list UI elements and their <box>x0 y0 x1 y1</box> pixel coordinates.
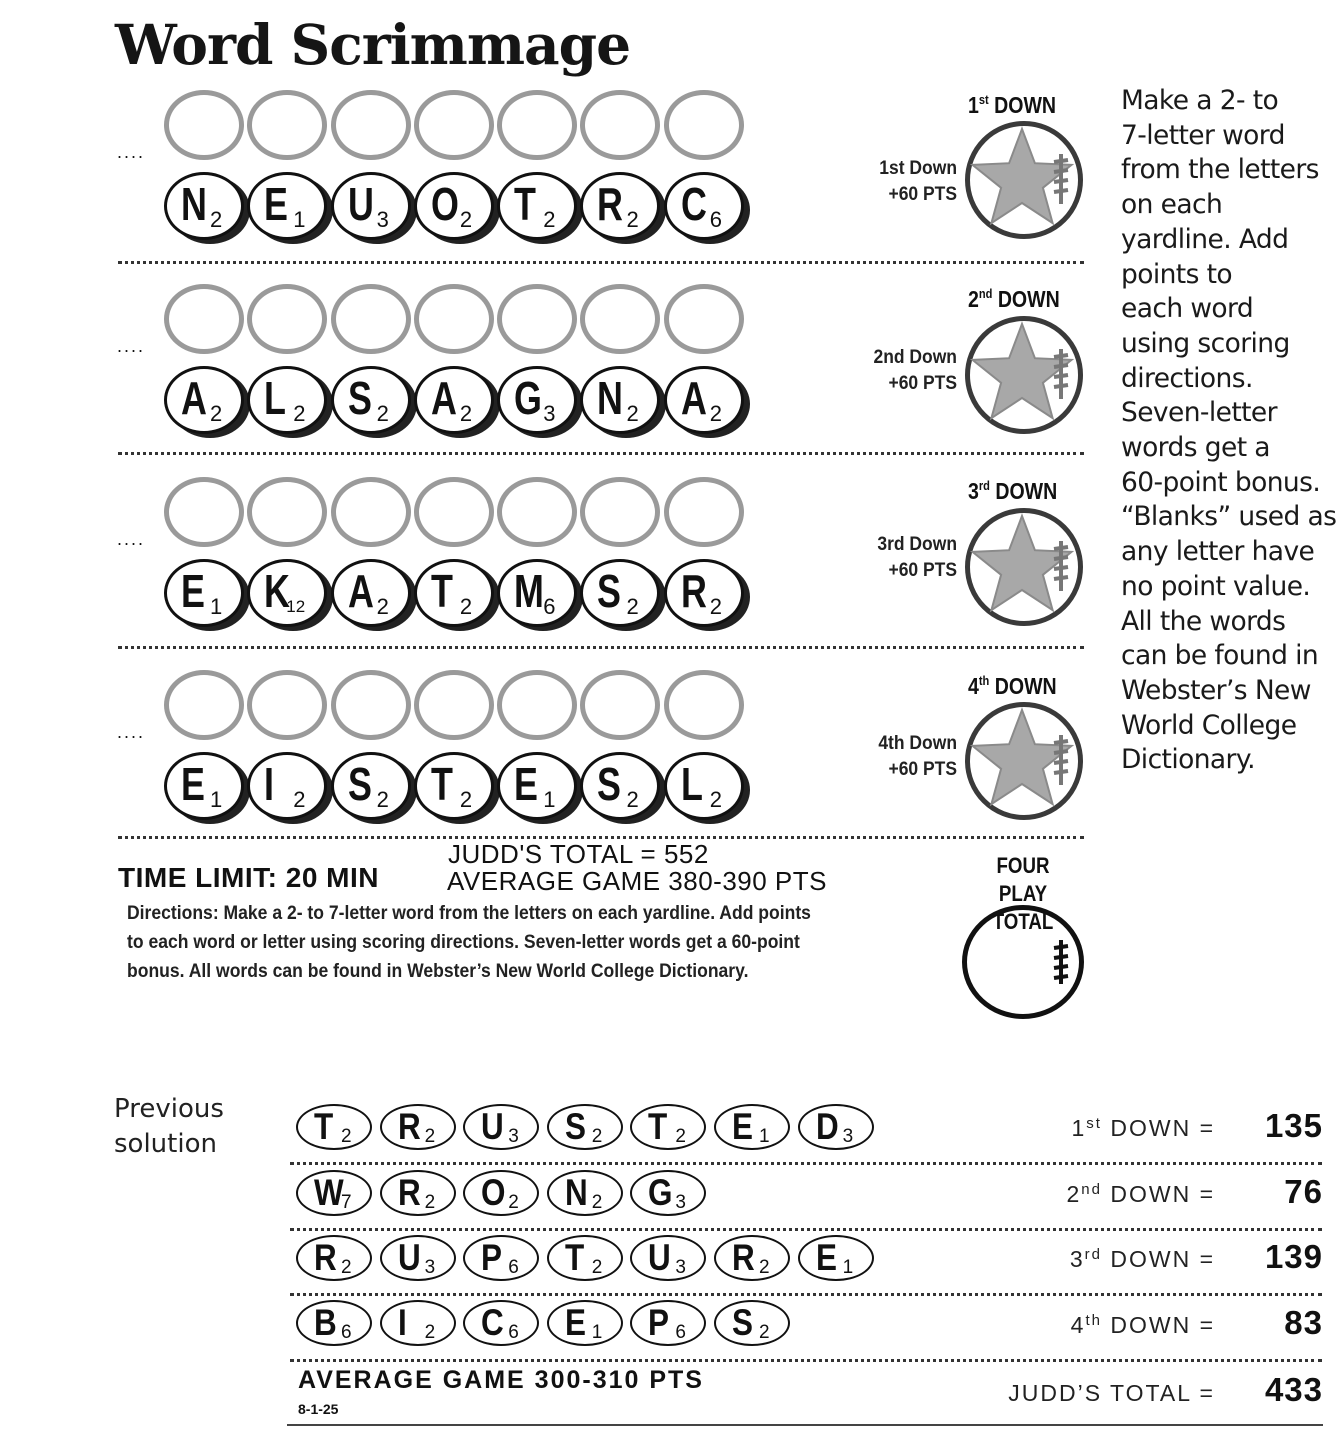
down-score-label: 4th Down +60 PTS <box>878 733 957 780</box>
tile-points: 2 <box>376 594 389 619</box>
solution-down-label: 4th DOWN = <box>1070 1312 1215 1338</box>
side-directions-line: using scoring <box>1121 327 1290 359</box>
tile-points: 2 <box>709 787 723 812</box>
answer-slot[interactable] <box>414 90 494 160</box>
down-score-label: 3rd Down +60 PTS <box>877 534 957 581</box>
tile-letter: R <box>397 1106 421 1147</box>
tile-letter: R <box>397 1172 421 1213</box>
tile-letter: R <box>314 1237 337 1278</box>
tile-letter: S <box>564 1106 586 1147</box>
yardline-divider <box>118 646 1084 649</box>
down-score-field[interactable] <box>965 702 1083 820</box>
tile-letter: P <box>481 1237 503 1278</box>
down-score-field[interactable] <box>965 316 1083 434</box>
letter-tile[interactable] <box>331 559 411 627</box>
letter-tile[interactable] <box>497 559 577 627</box>
side-directions-line: each word <box>1121 293 1254 325</box>
answer-slot[interactable] <box>580 670 660 740</box>
tile-letter: U <box>481 1106 504 1147</box>
solution-tile <box>630 1235 706 1281</box>
tile-letter: S <box>347 372 372 424</box>
letter-tile[interactable] <box>164 172 244 240</box>
letter-tiles <box>164 752 747 820</box>
tile-letter: U <box>397 1237 421 1278</box>
tile-points: 2 <box>626 207 639 232</box>
tile-letter: G <box>648 1172 673 1213</box>
solution-tile <box>463 1104 539 1150</box>
side-directions-line: World College <box>1121 709 1297 741</box>
tile-points: 7 <box>341 1192 352 1213</box>
answer-slots <box>164 90 747 160</box>
tile-points: 6 <box>508 1322 519 1343</box>
tile-letter: E <box>514 758 539 810</box>
side-directions-line: can be found in <box>1121 640 1319 672</box>
football-laces-icon <box>967 910 1079 1014</box>
answer-slot[interactable] <box>164 284 244 354</box>
solution-word <box>296 1170 714 1220</box>
answer-slot[interactable] <box>247 284 327 354</box>
letter-tile[interactable] <box>247 366 327 434</box>
letter-tile[interactable] <box>164 366 244 434</box>
tile-points: 2 <box>424 1126 436 1147</box>
tile-letter: T <box>314 1106 334 1147</box>
tile-points: 2 <box>591 1126 603 1147</box>
letter-tile[interactable] <box>164 559 244 627</box>
solution-tile <box>630 1104 706 1150</box>
letter-tile[interactable] <box>497 366 577 434</box>
down-score-field[interactable] <box>965 121 1083 239</box>
letter-tile[interactable] <box>664 752 744 820</box>
tile-letter: A <box>347 565 374 617</box>
tile-points: 1 <box>758 1126 770 1147</box>
letter-tile[interactable] <box>247 172 327 240</box>
side-directions-line: directions. <box>1121 362 1253 394</box>
letter-tile[interactable] <box>580 366 660 434</box>
side-directions-line: Seven-letter <box>1121 397 1277 429</box>
tile-letter: U <box>347 178 374 230</box>
tile-letter: D <box>815 1106 839 1147</box>
answer-slot[interactable] <box>664 477 744 547</box>
letter-tiles <box>164 172 747 240</box>
tile-points: 3 <box>424 1257 436 1278</box>
answer-slot[interactable] <box>164 90 244 160</box>
solution-word <box>296 1235 881 1285</box>
tile-points: 3 <box>842 1126 854 1147</box>
tile-points: 2 <box>709 401 723 426</box>
page-title: Word Scrimmage <box>115 12 631 77</box>
answer-slots <box>164 284 747 354</box>
solution-tile <box>798 1104 874 1150</box>
judd-total-top: JUDD'S TOTAL = 552 <box>448 839 709 869</box>
tile-points: 6 <box>543 594 556 619</box>
solution-tile <box>547 1170 623 1216</box>
tile-letter: I <box>397 1302 407 1343</box>
answer-slot[interactable] <box>331 90 411 160</box>
side-directions-line: 7-letter word <box>1121 119 1285 151</box>
tile-points: 2 <box>626 594 639 619</box>
solution-tile <box>296 1300 372 1346</box>
answer-slot[interactable] <box>331 477 411 547</box>
tile-points: 1 <box>591 1322 603 1343</box>
tile-letter: E <box>181 758 205 810</box>
answer-slot[interactable] <box>331 670 411 740</box>
tile-points: 2 <box>210 207 223 232</box>
answer-slot[interactable] <box>414 477 494 547</box>
tile-letter: N <box>597 372 624 424</box>
tile-points: 6 <box>341 1322 352 1343</box>
tile-points: 12 <box>286 597 306 616</box>
side-directions-line: from the letters <box>1121 154 1319 186</box>
answer-slot[interactable] <box>580 477 660 547</box>
answer-slot[interactable] <box>497 670 577 740</box>
letter-tile[interactable] <box>164 752 244 820</box>
solution-tile <box>463 1235 539 1281</box>
letter-tile[interactable] <box>331 752 411 820</box>
tile-points: 2 <box>459 401 473 426</box>
letter-tile[interactable] <box>331 366 411 434</box>
tile-points: 2 <box>626 787 639 812</box>
side-directions-line: All the words <box>1121 605 1286 637</box>
tile-points: 2 <box>591 1257 603 1278</box>
tile-letter: E <box>731 1106 753 1147</box>
star-icon <box>970 513 1078 621</box>
tile-letter: M <box>514 565 545 617</box>
tile-points: 3 <box>675 1257 686 1278</box>
tile-points: 2 <box>459 787 473 812</box>
letter-tile[interactable] <box>580 752 660 820</box>
tile-points: 2 <box>459 207 473 232</box>
solution-tile <box>380 1300 456 1346</box>
tile-letter: O <box>481 1172 506 1213</box>
side-directions-line: no point value. <box>1121 570 1311 602</box>
tile-letter: A <box>680 372 707 424</box>
tile-letter: S <box>347 758 372 810</box>
star-icon <box>970 321 1078 429</box>
side-directions-line: Webster’s New <box>1121 674 1311 706</box>
tile-points: 2 <box>293 401 306 426</box>
row-ellipsis: .... <box>117 336 146 356</box>
solution-tile <box>296 1235 372 1281</box>
answer-slot[interactable] <box>247 477 327 547</box>
solution-divider <box>290 1162 1322 1165</box>
row-ellipsis: .... <box>117 722 146 742</box>
side-directions-line: “Blanks” used as <box>1121 501 1336 533</box>
tile-letter: R <box>680 565 707 617</box>
tile-letter: E <box>564 1302 586 1343</box>
down-score-label: 1st Down +60 PTS <box>879 158 957 205</box>
tile-points: 2 <box>758 1257 770 1278</box>
answer-slot[interactable] <box>664 90 744 160</box>
tile-points: 2 <box>459 594 473 619</box>
time-limit: TIME LIMIT: 20 MIN <box>118 862 379 893</box>
letter-tile[interactable] <box>664 559 744 627</box>
down-heading: 1st DOWN <box>968 92 1057 118</box>
tile-points: 1 <box>842 1257 854 1278</box>
directions-line: Directions: Make a 2- to 7-letter word from the letters on each yardline. Add points <box>127 902 811 924</box>
answer-slot[interactable] <box>497 477 577 547</box>
tile-letter: T <box>648 1106 668 1147</box>
solution-tile <box>714 1300 790 1346</box>
tile-letter: W <box>314 1172 344 1213</box>
tile-letter: N <box>564 1172 588 1213</box>
answer-slot[interactable] <box>580 284 660 354</box>
directions-text <box>127 899 937 986</box>
letter-tile[interactable] <box>331 172 411 240</box>
solution-tile <box>380 1235 456 1281</box>
tile-letter: C <box>481 1302 504 1343</box>
side-directions-line: any letter have <box>1121 536 1315 568</box>
tile-points: 1 <box>293 207 306 232</box>
tile-letter: E <box>815 1237 837 1278</box>
tile-points: 2 <box>508 1192 519 1213</box>
solution-down-label: 1st DOWN = <box>1071 1115 1215 1141</box>
answer-slot[interactable] <box>164 670 244 740</box>
letter-tile[interactable] <box>664 366 744 434</box>
answer-slot[interactable] <box>497 90 577 160</box>
four-play-line1: FOUR PLAY <box>996 853 1050 906</box>
solution-divider <box>290 1293 1322 1296</box>
tile-points: 2 <box>675 1126 686 1147</box>
solution-down-score: 76 <box>1284 1173 1323 1210</box>
average-game-top: AVERAGE GAME 380-390 PTS <box>447 866 827 896</box>
answer-slot[interactable] <box>164 477 244 547</box>
tile-points: 2 <box>591 1192 603 1213</box>
tile-points: 3 <box>376 207 389 232</box>
solution-down-label: 3rd DOWN = <box>1069 1246 1215 1272</box>
tile-letter: T <box>564 1237 584 1278</box>
tile-points: 1 <box>210 787 223 812</box>
solution-tile <box>547 1104 623 1150</box>
tile-points: 2 <box>626 401 639 426</box>
solution-divider <box>290 1359 1322 1362</box>
side-directions-line: words get a <box>1121 432 1270 464</box>
tile-letter: T <box>430 758 453 810</box>
tile-letter: T <box>514 178 537 230</box>
solution-date: 8-1-25 <box>298 1401 339 1417</box>
solution-down-label: 2nd DOWN = <box>1066 1181 1215 1207</box>
tile-letter: L <box>680 758 703 810</box>
yardline-divider <box>118 452 1084 455</box>
yardline-divider <box>118 261 1084 264</box>
tile-points: 2 <box>376 787 389 812</box>
down-score-field[interactable] <box>965 508 1083 626</box>
tile-points: 3 <box>508 1126 519 1147</box>
solution-divider <box>290 1228 1322 1231</box>
directions-line: to each word or letter using scoring directions. Seven-letter words get a 60-point <box>127 931 800 953</box>
answer-slot[interactable] <box>497 284 577 354</box>
tile-letter: G <box>514 372 543 424</box>
letter-tile[interactable] <box>414 559 494 627</box>
tile-letter: N <box>181 178 207 230</box>
tile-letter: A <box>430 372 457 424</box>
letter-tile[interactable] <box>247 559 327 627</box>
side-directions-line: 60-point bonus. <box>1121 466 1321 498</box>
side-directions-line: Make a 2- to <box>1121 85 1279 116</box>
tile-points: 2 <box>543 207 556 232</box>
star-icon <box>970 707 1078 815</box>
solution-tile <box>463 1170 539 1216</box>
tile-points: 2 <box>709 594 723 619</box>
four-play-total-field[interactable] <box>962 905 1084 1019</box>
tile-letter: E <box>181 565 205 617</box>
letter-tiles <box>164 366 747 434</box>
previous-solution-label: Previous solution <box>114 1094 224 1159</box>
answer-slot[interactable] <box>247 670 327 740</box>
judd-total-score: 433 <box>1264 1371 1323 1408</box>
down-score-label: 2nd Down +60 PTS <box>873 347 957 394</box>
tile-letter: A <box>181 372 207 424</box>
tile-points: 2 <box>424 1322 436 1343</box>
solution-word <box>296 1300 798 1350</box>
side-directions-line: yardline. Add <box>1121 223 1289 255</box>
solution-tile <box>798 1235 874 1281</box>
answer-slot[interactable] <box>664 284 744 354</box>
letter-tile[interactable] <box>497 172 577 240</box>
letter-tile[interactable] <box>414 752 494 820</box>
star-icon <box>970 126 1078 234</box>
tile-letter: C <box>680 178 707 230</box>
tile-letter: U <box>648 1237 672 1278</box>
tile-points: 2 <box>341 1257 352 1278</box>
solution-tile <box>380 1104 456 1150</box>
letter-tile[interactable] <box>664 172 744 240</box>
letter-tile[interactable] <box>497 752 577 820</box>
letter-tile[interactable] <box>414 172 494 240</box>
tile-points: 3 <box>675 1192 686 1213</box>
directions-line: bonus. All words can be found in Webster’s New World College Dictionary. <box>127 960 749 982</box>
tile-points: 2 <box>758 1322 770 1343</box>
answer-slots <box>164 477 747 547</box>
solution-down-score: 139 <box>1264 1238 1323 1275</box>
tile-letter: B <box>314 1302 337 1343</box>
tile-letter: K <box>264 565 291 617</box>
row-ellipsis: .... <box>117 529 146 549</box>
down-heading: 4th DOWN <box>968 673 1057 699</box>
letter-tiles <box>164 559 747 627</box>
tile-points: 2 <box>424 1192 436 1213</box>
answer-slot[interactable] <box>414 284 494 354</box>
letter-tile[interactable] <box>414 366 494 434</box>
tile-letter: O <box>430 178 459 230</box>
tile-points: 6 <box>508 1257 519 1278</box>
answer-slot[interactable] <box>580 90 660 160</box>
solution-tile <box>547 1300 623 1346</box>
answer-slot[interactable] <box>247 90 327 160</box>
solution-tile <box>296 1104 372 1150</box>
solution-tile <box>296 1170 372 1216</box>
solution-down-score: 135 <box>1264 1107 1323 1144</box>
letter-tile[interactable] <box>580 559 660 627</box>
tile-letter: T <box>430 565 453 617</box>
tile-points: 1 <box>210 594 223 619</box>
solution-tile <box>630 1170 706 1216</box>
side-directions-line: Dictionary. <box>1121 744 1255 776</box>
tile-letter: E <box>264 178 289 230</box>
down-heading: 2nd DOWN <box>968 286 1060 312</box>
tile-letter: S <box>731 1302 753 1343</box>
four-play-line2: TOTAL <box>992 909 1054 934</box>
tile-points: 2 <box>293 787 306 812</box>
tile-letter: I <box>264 758 275 810</box>
side-directions <box>1121 84 1336 778</box>
judd-total-label: JUDD’S TOTAL = <box>1008 1380 1215 1406</box>
solution-word <box>296 1104 881 1154</box>
down-heading: 3rd DOWN <box>968 478 1058 504</box>
answer-slot[interactable] <box>664 670 744 740</box>
solution-tile <box>380 1170 456 1216</box>
tile-points: 2 <box>376 401 389 426</box>
solution-tile <box>714 1235 790 1281</box>
tile-letter: R <box>597 178 624 230</box>
solution-tile <box>547 1235 623 1281</box>
tile-letter: P <box>648 1302 670 1343</box>
solution-tile <box>630 1300 706 1346</box>
row-ellipsis: .... <box>117 142 146 162</box>
answer-slots <box>164 670 747 740</box>
bottom-rule <box>287 1424 1323 1426</box>
tile-points: 2 <box>210 401 223 426</box>
tile-points: 2 <box>341 1126 352 1147</box>
tile-points: 1 <box>543 787 556 812</box>
tile-points: 3 <box>543 401 556 426</box>
tile-letter: L <box>264 372 287 424</box>
letter-tile[interactable] <box>247 752 327 820</box>
tile-letter: R <box>731 1237 755 1278</box>
answer-slot[interactable] <box>331 284 411 354</box>
solution-down-score: 83 <box>1284 1304 1323 1341</box>
average-game-bottom: AVERAGE GAME 300-310 PTS <box>298 1366 704 1394</box>
answer-slot[interactable] <box>414 670 494 740</box>
tile-points: 6 <box>675 1322 686 1343</box>
letter-tile[interactable] <box>580 172 660 240</box>
tile-letter: S <box>597 565 622 617</box>
side-directions-line: on each <box>1121 189 1223 221</box>
side-directions-line: points to <box>1121 258 1233 290</box>
tile-points: 6 <box>709 207 723 232</box>
solution-tile <box>463 1300 539 1346</box>
tile-letter: S <box>597 758 622 810</box>
solution-tile <box>714 1104 790 1150</box>
